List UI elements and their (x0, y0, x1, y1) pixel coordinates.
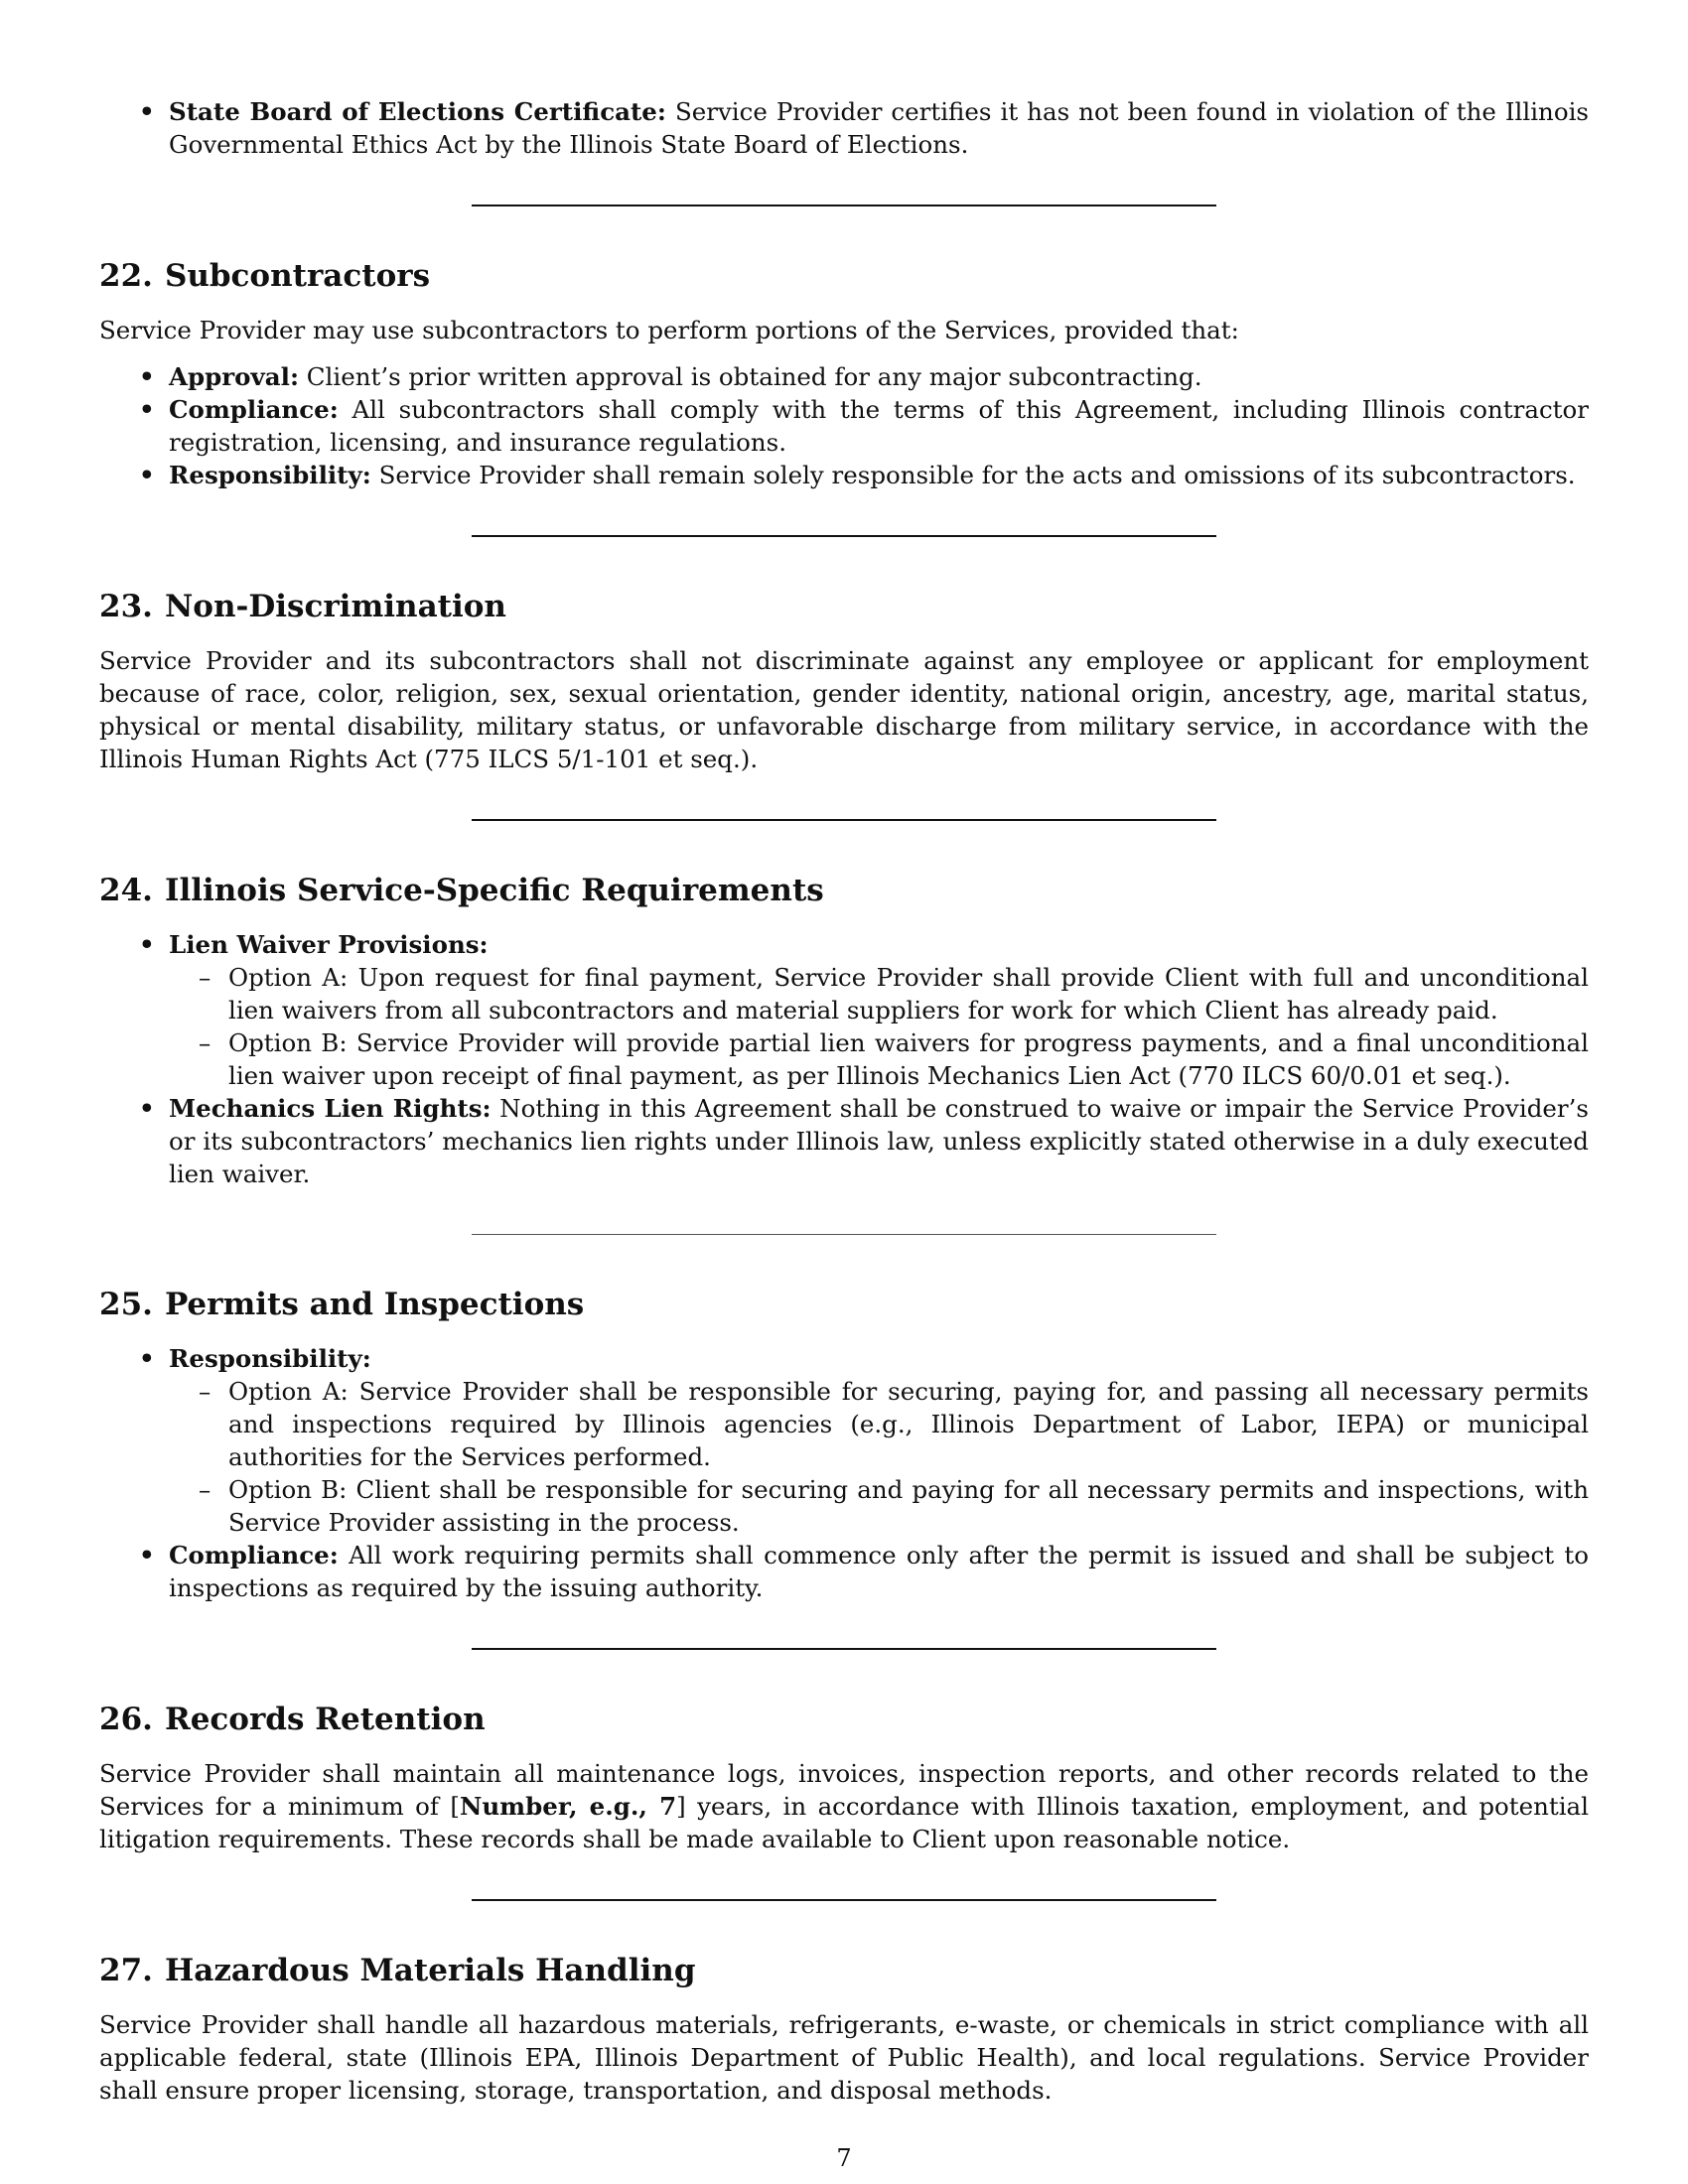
item-label: State Board of Elections Certificate: (169, 97, 666, 126)
bullet-list (99, 1342, 1589, 1604)
section-body (99, 1757, 1589, 1855)
page-number: 7 (836, 2144, 852, 2172)
sub-list-item: – Option B: Client shall be responsible for securing and paying for all necessary permits and inspections, with Service Provider assisting in the process. (228, 1473, 1589, 1539)
top-bullet-list (99, 95, 1589, 161)
section-subcontractors (99, 256, 1589, 491)
item-label: Compliance: (169, 1541, 339, 1570)
section-heading (99, 256, 1589, 296)
section-body: Service Provider and its subcontractors shall not discriminate against any employee or applicant for employment because of race, color, religion, sex, sexual orientation, gender identity, national origin, ancestry, age, marital status, physical or mental disability, military status, or unfavorable discharge from military service, in accordance with the Illinois Human Rights Act (775 ILCS 5/1-101 et seq.). (99, 646, 1589, 773)
section-heading (99, 871, 1589, 910)
list-item (169, 928, 1589, 1092)
section-heading (99, 587, 1589, 626)
section-title: Hazardous Materials Handling (164, 1953, 696, 1988)
section-number: 26. (99, 1702, 153, 1737)
section-divider (472, 1234, 1216, 1235)
section-title: Subcontractors (164, 258, 431, 294)
section-heading (99, 1951, 1589, 1990)
item-text: All subcontractors shall comply with the terms of this Agreement, including Illinois contractor registration, licensing, and insurance regulations. (169, 395, 1589, 457)
list-item (169, 393, 1589, 459)
list-item (169, 459, 1589, 491)
item-text: Service Provider shall remain solely responsible for the acts and omissions of its subcontractors. (378, 461, 1576, 489)
item-label: Mechanics Lien Rights: (169, 1094, 492, 1123)
section-number: 23. (99, 589, 153, 624)
section-title: Illinois Service-Specific Requirements (164, 873, 824, 908)
item-label: Approval: (169, 362, 299, 391)
bullet-list (99, 928, 1589, 1190)
section-title: Records Retention (164, 1702, 486, 1737)
section-divider (472, 535, 1216, 537)
sub-list (169, 961, 1589, 1092)
placeholder-value: Number, e.g., 7 (459, 1792, 677, 1821)
list-item (169, 1092, 1589, 1190)
document-page (99, 95, 1589, 2107)
section-divider (472, 819, 1216, 821)
section-divider (472, 1899, 1216, 1901)
section-number: 27. (99, 1953, 153, 1988)
list-item (169, 360, 1589, 393)
section-number: 25. (99, 1287, 153, 1322)
item-label: Responsibility: (169, 461, 371, 489)
section-divider (472, 1648, 1216, 1650)
section-body: Service Provider shall handle all hazardous materials, refrigerants, e-waste, or chemicals in strict compliance with all applicable federal, state (Illinois EPA, Illinois Department of Public Health), and local regulations. Service Provider shall ensure proper licensing, storage, transportation, and disposal methods. (99, 2010, 1589, 2105)
section-divider (472, 205, 1216, 206)
item-text: Nothing in this Agreement shall be construed to waive or impair the Service Provider’s or its subcontractors’ mechanics lien rights under Illinois law, unless explicitly stated otherwise in a duly executed lien waiver. (169, 1094, 1589, 1188)
section-title: Permits and Inspections (164, 1287, 585, 1322)
section-illinois-requirements (99, 871, 1589, 1190)
sub-list-item: – Option B: Service Provider will provide partial lien waivers for progress payments, and a final unconditional lien waiver upon receipt of final payment, as per Illinois Mechanics Lien Act (770 ILCS 60/0.01 et seq.). (228, 1026, 1589, 1092)
list-item (169, 95, 1589, 161)
item-label: Compliance: (169, 395, 339, 424)
list-item (169, 1539, 1589, 1604)
list-item (169, 1342, 1589, 1539)
section-heading (99, 1700, 1589, 1739)
bullet-list (99, 360, 1589, 491)
section-number: 24. (99, 873, 153, 908)
section-heading (99, 1285, 1589, 1324)
section-permits (99, 1285, 1589, 1604)
section-non-discrimination (99, 587, 1589, 775)
section-hazardous-materials (99, 1951, 1589, 2107)
item-text: Client’s prior written approval is obtained for any major subcontracting. (306, 362, 1202, 391)
sub-list-item: – Option A: Service Provider shall be responsible for securing, paying for, and passing all necessary permits and inspections required by Illinois agencies (e.g., Illinois Department of Labor, IEPA) or municipal authorities for the Services performed. (228, 1375, 1589, 1473)
section-records-retention (99, 1700, 1589, 1855)
item-text: All work requiring permits shall commence only after the permit is issued and shall be subject to inspections as required by the issuing authority. (169, 1541, 1589, 1602)
sub-list (169, 1375, 1589, 1539)
item-text: Service Provider certifies it has not been found in violation of the Illinois Governmental Ethics Act by the Illinois State Board of Elections. (169, 97, 1589, 159)
item-label: Lien Waiver Provisions: (169, 930, 489, 959)
body-text: ] years, in accordance with Illinois taxation, employment, and potential litigation requirements. These records shall be made available to Client upon reasonable notice. (99, 1792, 1590, 1853)
section-title: Non-Discrimination (164, 589, 506, 624)
section-number: 22. (99, 258, 153, 294)
item-label: Responsibility: (169, 1344, 371, 1373)
body-text: Service Provider shall maintain all maintenance logs, invoices, inspection reports, and other records related to the Services for a minimum of [ (99, 1759, 1589, 1821)
sub-list-item: – Option A: Upon request for final payment, Service Provider shall provide Client with full and unconditional lien waivers from all subcontractors and material suppliers for work for which Client has already paid. (228, 961, 1589, 1026)
section-intro: Service Provider may use subcontractors to perform portions of the Services, provided that: (99, 316, 1239, 344)
